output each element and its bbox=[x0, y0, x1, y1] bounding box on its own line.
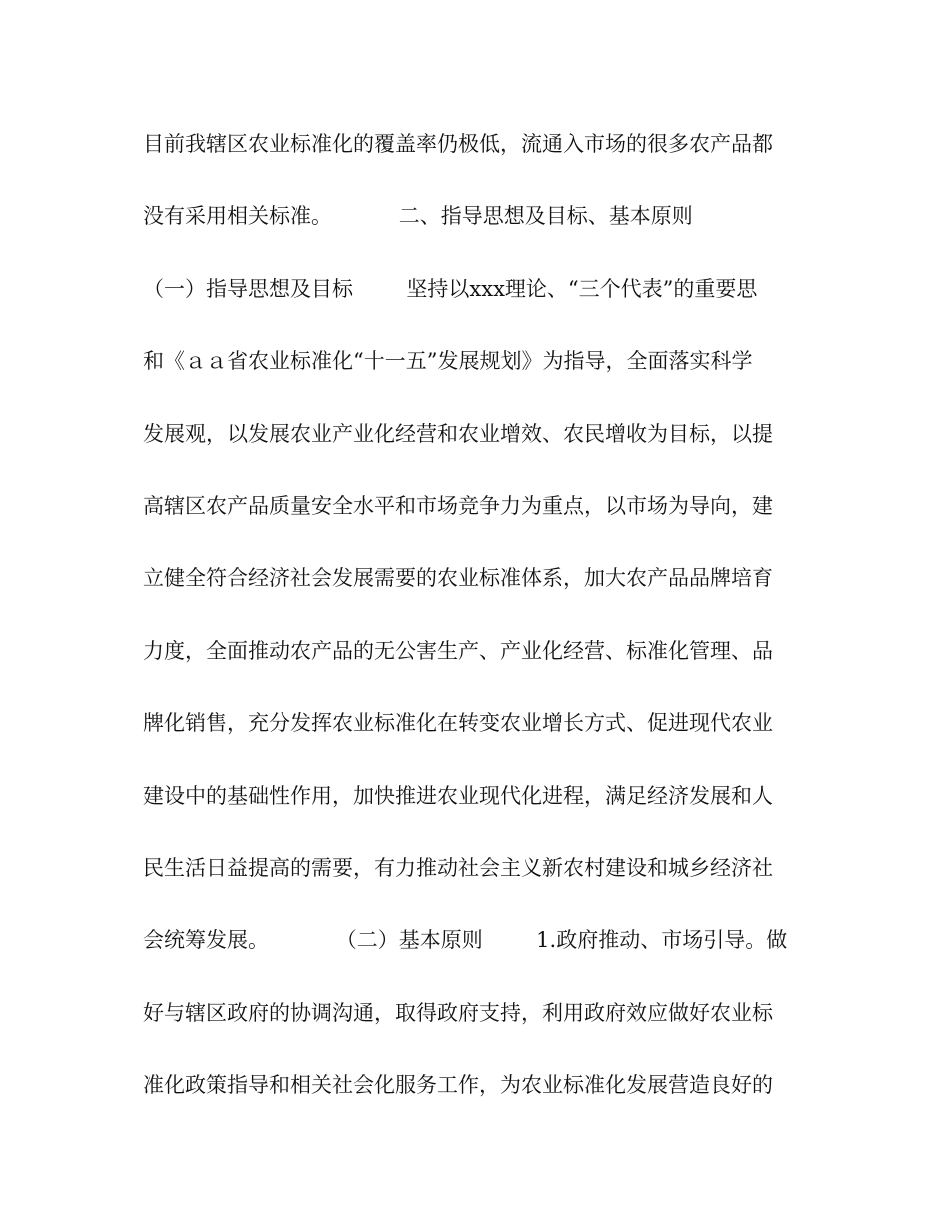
text-line: 牌化销售，充分发挥农业标准化在转变农业增长方式、促进现代农业 bbox=[143, 711, 773, 736]
text-line: 高辖区农产品质量安全水平和市场竞争力为重点，以市场为导向，建 bbox=[143, 493, 773, 518]
text-line: 会统筹发展。 （二）基本原则 1.政府推动、市场引导。做 bbox=[143, 928, 788, 953]
text-line: 力度，全面推动农产品的无公害生产、产业化经营、标准化管理、品 bbox=[143, 638, 773, 663]
text-line: 目前我辖区农业标准化的覆盖率仍极低，流通入市场的很多农产品都 bbox=[143, 132, 773, 156]
text-line: 和《ａａ省农业标准化“十一五”发展规划》为指导，全面落实科学 bbox=[143, 349, 753, 374]
text-line: 好与辖区政府的协调沟通，取得政府支持，利用政府效应做好农业标 bbox=[143, 1000, 773, 1025]
text-line: 准化政策指导和相关社会化服务工作，为农业标准化发展营造良好的 bbox=[143, 1073, 773, 1098]
text-line: 立健全符合经济社会发展需要的农业标准体系，加大农产品品牌培育 bbox=[143, 566, 773, 591]
text-line: 民生活日益提高的需要，有力推动社会主义新农村建设和城乡经济社 bbox=[143, 855, 773, 880]
text-line: （一）指导思想及目标 坚持以xxx理论、“三个代表”的重要思 bbox=[143, 276, 758, 301]
text-line: 建设中的基础性作用，加快推进农业现代化进程，满足经济发展和人 bbox=[143, 783, 773, 808]
text-line: 没有采用相关标准。 二、指导思想及目标、基本原则 bbox=[143, 204, 693, 229]
body-text bbox=[143, 124, 808, 1137]
text-line: 发展观，以发展农业产业化经营和农业增效、农民增收为目标，以提 bbox=[143, 421, 773, 446]
